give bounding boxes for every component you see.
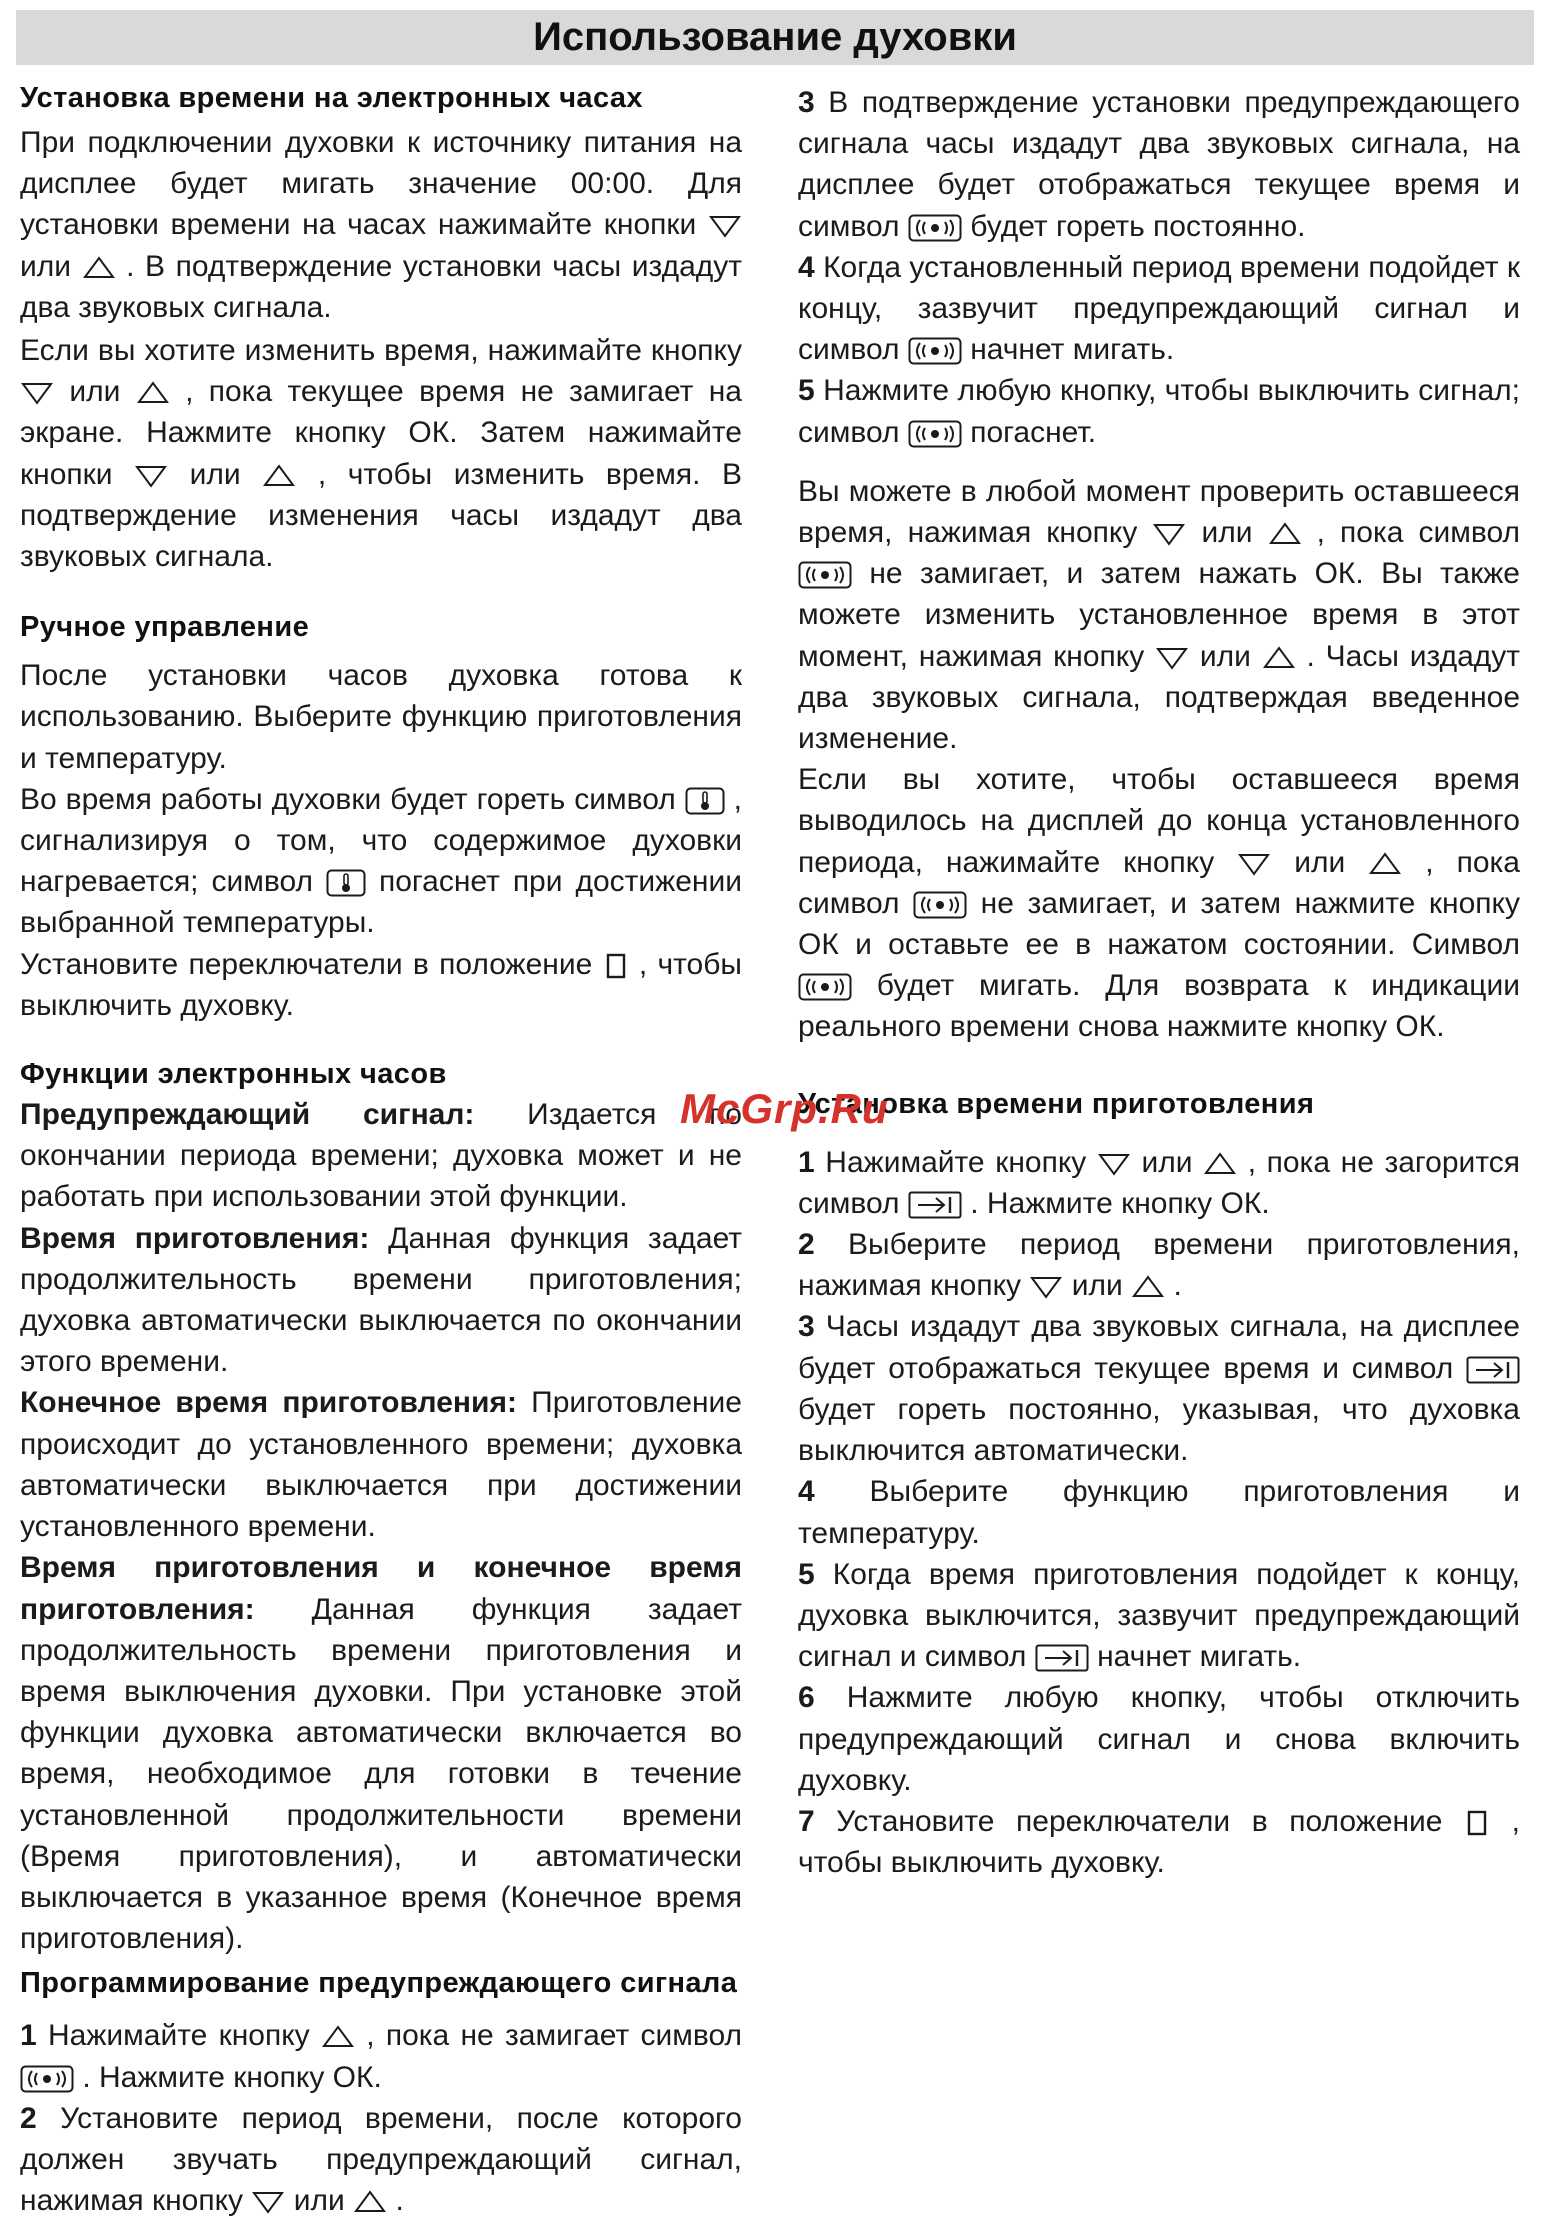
text: не замигает, и затем нажмите кнопку ОК и оставьте ее в нажатом состоянии. Символ [798,886,1521,962]
text: Во время работы духовки будет гореть символ [20,782,676,816]
section-heading-clock-functions: Функции электронных часов [20,1058,447,1091]
step-number: 3 [798,1310,815,1344]
list-item [798,1554,1520,1678]
list-item [798,370,1520,452]
text: При подключении духовки к источнику питания на дисплее будет мигать значение 00:00. Для установки времени на часах нажимайте кнопки [20,126,742,242]
text: , пока символ [1316,516,1520,550]
triangle-down-icon [251,2190,285,2214]
term: Время приготовления: [20,1221,370,1255]
list-item [798,247,1520,371]
section-heading-manual-control: Ручное управление [20,611,310,644]
right-column [798,82,1520,1883]
triangle-down-icon [708,214,742,238]
triangle-up-icon [82,256,116,280]
text: . В подтверждение установки часы издадут два звуковых сигнала. [20,249,742,324]
text: или [1294,845,1346,879]
alarm-bell-icon [908,420,962,448]
text: Нажимайте кнопку [47,2019,310,2053]
list-item [20,2098,742,2222]
paragraph [20,779,742,944]
list-item [798,1306,1520,1471]
text: Если вы хотите, чтобы оставшееся время выводилось на дисплей до конца установленного периода, нажимайте кнопку [798,763,1520,879]
triangle-down-icon [1152,522,1186,546]
list-item [798,82,1520,247]
left-column [20,78,742,2221]
term: Конечное время приготовления: [20,1386,517,1420]
step-number: 5 [798,1557,815,1591]
text: . [395,2184,404,2218]
list-item [798,1224,1520,1306]
text: , пока не замигает символ [366,2019,743,2053]
triangle-up-icon [262,464,296,488]
text: Установите период времени, после которого должен звучать предупреждающий сигнал, нажимая кнопку [20,2101,742,2218]
text: . Нажмите кнопку ОК. [82,2060,382,2094]
text: Установите переключатели в положение [20,947,593,981]
triangle-down-icon [1097,1152,1131,1176]
step-number: 5 [798,374,815,408]
watermark: McGrp.Ru [680,1085,889,1132]
text: Установите переключатели в положение [836,1804,1443,1838]
text: или [1199,639,1251,673]
cooking-duration-icon [908,1191,962,1219]
paragraph [798,471,1520,759]
text: не замигает, и затем нажать ОК. Вы также можете изменить установленное время в этот момент, нажимая кнопку [798,557,1520,673]
alarm-bell-icon [20,2065,74,2093]
text: , пока текущее время не замигает на экране. Нажмите кнопку ОК. Затем нажимайте кнопки [20,375,742,491]
step-number: 3 [798,86,815,119]
text: или [1201,516,1253,550]
thermometer-icon [685,787,725,815]
text: Если вы хотите изменить время, нажимайте кнопку [20,334,742,368]
text: Данная функция задает продолжительность времени приготовления; духовка автоматически выключается по окончании этого времени. [20,1221,742,1379]
text: , чтобы выключить духовку. [20,947,742,1022]
text: или [1141,1145,1193,1179]
paragraph [20,1218,742,1383]
step-number: 6 [798,1681,815,1715]
triangle-down-icon [134,464,168,488]
text: начнет мигать. [970,333,1175,367]
triangle-up-icon [1268,522,1302,546]
paragraph [20,1547,742,1959]
paragraph [20,122,742,328]
step-number: 2 [20,2101,37,2135]
text: , чтобы выключить духовку. [798,1804,1521,1880]
triangle-up-icon [353,2190,387,2214]
triangle-down-icon [1029,1275,1063,1299]
text: Приготовление происходит до установленного времени; духовка автоматически выключается при достижении установленного времени. [20,1386,742,1544]
cooking-duration-icon [1035,1644,1089,1672]
text: погаснет при достижении выбранной температуры. [20,865,742,940]
alarm-bell-icon [798,561,852,589]
triangle-up-icon [1131,1275,1165,1299]
triangle-up-icon [1368,852,1402,876]
text: начнет мигать. [1097,1640,1302,1674]
cooking-duration-icon [1466,1356,1520,1384]
step-number: 4 [798,250,815,284]
triangle-up-icon [1203,1152,1237,1176]
text: Нажимайте кнопку [825,1145,1087,1179]
text: Когда время приготовления подойдет к концу, духовка выключится, зазвучит предупреждающий сигнал и символ [798,1557,1520,1674]
text: погаснет. [970,415,1097,449]
list-item [20,2015,742,2097]
alarm-bell-icon [798,973,852,1001]
text: Выберите функцию приготовления и температуру. [798,1475,1520,1550]
text: будет мигать. Для возврата к индикации реального времени снова нажмите кнопку ОК. [798,969,1520,1044]
text: Данная функция задает продолжительность времени приготовления и время выключения духовки. При установке этой функции духовка автоматически включается во время, необходимое для готовки в течение установленной продолжительности времени (Время приготовления), и автоматически выключается в указанное время (Конечное время приготовления). [20,1592,742,1956]
paragraph [20,1094,742,1218]
text: . Часы издадут два звуковых сигнала, подтверждая введенное изменение. [798,639,1521,756]
triangle-down-icon [1155,646,1189,670]
alarm-bell-icon [908,214,962,242]
text: , чтобы изменить время. В подтверждение изменения часы издадут два звуковых сигнала. [20,457,742,574]
page-title: Использование духовки [16,10,1534,65]
text: Нажмите любую кнопку, чтобы выключить сигнал; символ [798,374,1521,449]
step-number: 2 [798,1228,815,1262]
step-number: 7 [798,1804,815,1838]
list-item [798,1677,1520,1801]
text: будет гореть постоянно, указывая, что духовка выключится автоматически. [798,1392,1520,1468]
text: или [189,457,241,491]
triangle-up-icon [1262,646,1296,670]
text: Вы можете в любой момент проверить оставшееся время, нажимая кнопку [798,474,1520,550]
off-position-icon [1464,1809,1490,1837]
paragraph [20,944,742,1026]
alarm-bell-icon [908,337,962,365]
triangle-up-icon [321,2025,355,2049]
text: Издается по окончании периода времени; духовка может и не работать при использовании этой функции. [20,1098,742,1214]
text: или [69,375,121,409]
term: Время приготовления и конечное время приготовления: [20,1551,742,1626]
paragraph [20,655,742,779]
list-item [798,1801,1520,1883]
step-number: 1 [20,2019,37,2053]
text: Когда установленный период времени подойдет к концу, зазвучит предупреждающий сигнал и символ [798,250,1520,367]
text: . Нажмите кнопку ОК. [970,1186,1270,1220]
text: Выберите период времени приготовления, нажимая кнопку [798,1228,1520,1303]
alarm-bell-icon [913,891,967,919]
off-position-icon [603,952,629,980]
section-heading-alarm-programming: Программирование предупреждающего сигнала [20,1967,738,2000]
text: или [293,2184,345,2218]
list-item [798,1142,1520,1224]
text: , пока символ [798,845,1520,920]
section-heading-clock-setting: Установка времени на электронных часах [20,82,643,114]
list-item [798,1471,1520,1553]
text: , сигнализируя о том, что содержимое духовки нагревается; символ [20,782,743,899]
text: . [1173,1269,1182,1303]
triangle-down-icon [20,381,54,405]
paragraph [798,759,1520,1047]
text: Часы издадут два звуковых сигнала, на дисплее будет отображаться текущее время и символ [798,1310,1520,1385]
text: будет гореть постоянно. [970,209,1306,243]
triangle-down-icon [1237,852,1271,876]
text: или [20,249,72,283]
paragraph [20,330,742,577]
text: , пока не загорится символ [798,1145,1520,1220]
section-heading-cooking-time: Установка времени приготовления [798,1087,1315,1120]
triangle-up-icon [136,381,170,405]
term: Предупреждающий сигнал: [20,1098,475,1132]
text: После установки часов духовка готова к использованию. Выберите функцию приготовления и температуру. [20,659,742,775]
paragraph [20,1382,742,1547]
text: В подтверждение установки предупреждающего сигнала часы издадут два звуковых сигнала, на дисплее будет отображаться текущее время и символ [798,86,1520,243]
text: или [1071,1269,1123,1303]
step-number: 4 [798,1475,815,1509]
thermometer-icon [326,869,366,897]
text: Нажмите любую кнопку, чтобы отключить предупреждающий сигнал и снова включить духовку. [798,1681,1521,1797]
step-number: 1 [798,1145,815,1179]
